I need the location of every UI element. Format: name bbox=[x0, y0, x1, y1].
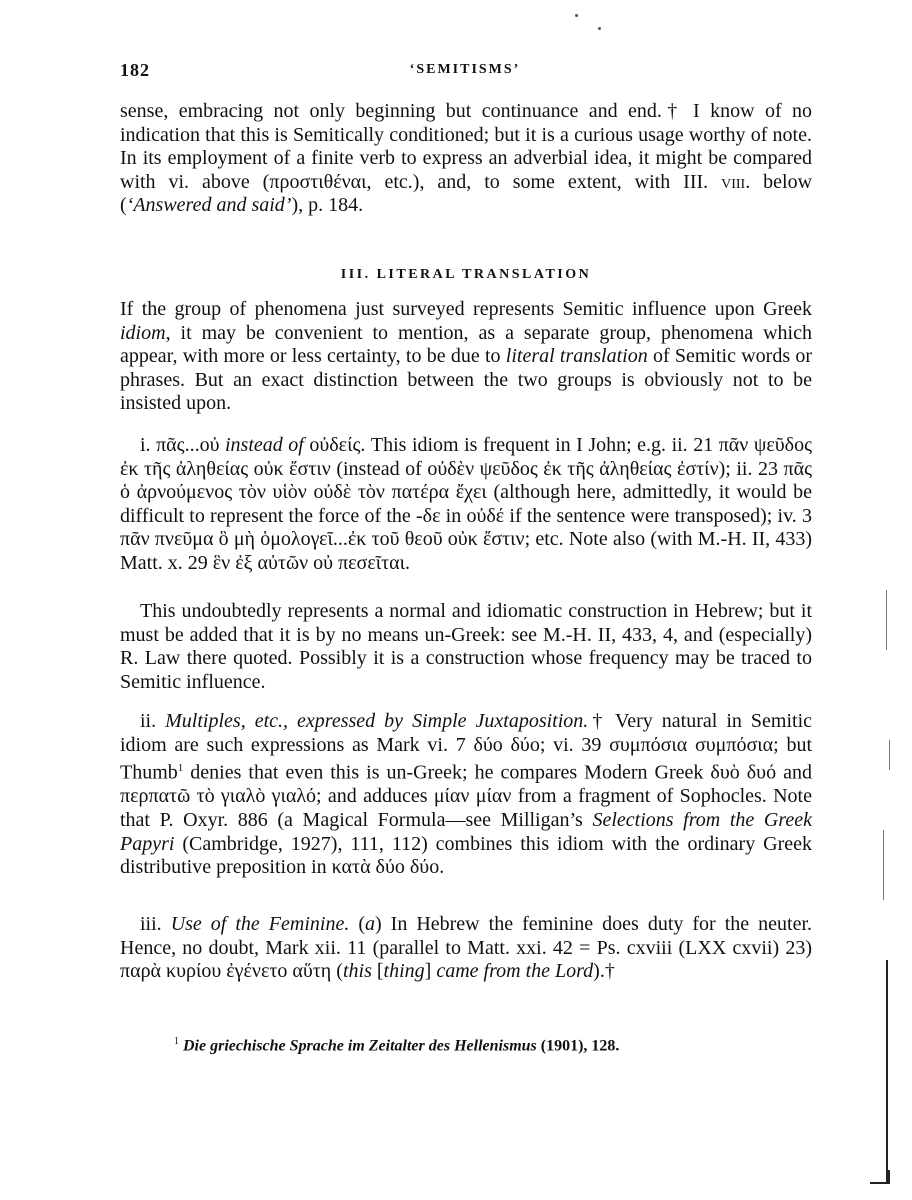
greek-text: δυὸ δυό bbox=[710, 761, 777, 784]
running-head: ‘SEMITISMS’ bbox=[409, 62, 521, 77]
greek-text: οὐδείς bbox=[309, 434, 361, 456]
item-i-followup-paragraph: This undoubtedly represents a normal and idiomatic construction in Hebrew; but it must be added that it is by no means un-Greek: see M.-H. II, 433, 4, and (especially) R. Law there quoted. Possibly it is a construction whose frequency may be traced to Semitic influence. bbox=[120, 600, 812, 693]
page-edge-line bbox=[886, 590, 887, 650]
scan-speck bbox=[575, 14, 578, 17]
footnote-reference[interactable]: 1 bbox=[177, 762, 184, 775]
item-iii-paragraph: iii. Use of the Feminine. (a) In Hebrew the feminine does duty for the neuter. Hence, no doubt, Mark xii. 11 (parallel to Matt. xxi. 42 = Ps. cxviii (LXX cxvii) 23) παρὰ κυρίου ἐγένετο αὕτη (this [thing] came from the Lord).† bbox=[120, 913, 813, 983]
greek-text: οὐδέ bbox=[466, 504, 505, 527]
roman-reference: III. viii. bbox=[683, 170, 751, 193]
item-ii-paragraph: ii. Multiples, etc., expressed by Simple Juxtaposition.† Very natural in Semitic idiom are such expressions as Mark vi. 7 δύο δύο; vi. 39 συμπόσια συμπόσια; but Thumb$^1$ denies that even this is un-Greek; he compares Modern Greek δυὸ δυό and περπατῶ τὸ γιαλὸ γιαλό; and adduces μίαν μίαν from a fragment of Sophocles. Note that P. Oxyr. 886 (a Magical Formula—see Milligan’s Selections from the Greek Papyri (Cambridge, 1927), 111, 112) combines this idiom with the ordinary Greek distributive preposition in κατὰ δύο δύο. bbox=[120, 710, 813, 879]
greek-text: κατὰ δύο δύο bbox=[331, 856, 440, 879]
greek-text: μίαν μίαν bbox=[433, 785, 512, 808]
item-title: Multiples, etc., expressed by Simple Juxtaposition. bbox=[165, 710, 589, 732]
page-edge-line bbox=[889, 740, 890, 770]
section-heading: III. LITERAL TRANSLATION bbox=[340, 267, 592, 282]
item-label: i. bbox=[140, 434, 157, 456]
greek-text: δύο δύο bbox=[473, 733, 540, 756]
page-number: 182 bbox=[120, 60, 150, 80]
footnote-title: Die griechische Sprache im Zeitalter des Hellenismus bbox=[183, 1037, 537, 1055]
footnote-mark: 1 bbox=[174, 1036, 179, 1047]
greek-text: πᾶς ὁ ἀρνούμενος τὸν υἱὸν οὐδὲ τὸν πατέρα ἔχει bbox=[120, 457, 812, 504]
greek-text: συμπόσια συμπόσια bbox=[609, 733, 774, 756]
scan-speck bbox=[598, 27, 601, 30]
greek-text: περπατῶ τὸ γιαλὸ γιαλό bbox=[120, 785, 317, 808]
page-edge-line bbox=[886, 960, 888, 1182]
continuation-paragraph: sense, embracing not only beginning but continuance and end.† I know of no indication that this is Semitically conditioned; but it is a curious usage worthy of note. In its employment of a finite verb to express an adverbial idea, it might be compared with vi. above (προστιθέναι, etc.), and, to some extent, with III. viii. below (‘Answered and said’), p. 184. bbox=[120, 100, 813, 217]
greek-text: πᾶς...οὐ bbox=[156, 434, 220, 456]
greek-text: πᾶν ψεῦδος ἐκ τῆς ἀληθείας οὐκ ἔστιν bbox=[120, 434, 812, 480]
item-label: iii. bbox=[140, 913, 171, 935]
greek-text: δε bbox=[422, 504, 441, 527]
item-i-paragraph: i. πᾶς...οὐ instead of οὐδείς. This idiom is frequent in I John; e.g. ii. 21 πᾶν ψεῦδος ἐκ τῆς ἀληθείας οὐκ ἔστιν (instead of οὐδὲν ψεῦδος ἐκ τῆς ἀληθείας ἐστίν); ii. 23 πᾶς ὁ ἀρνούμενος τὸν υἱὸν οὐδὲ τὸν πατέρα ἔχει (although here, admittedly, it would be difficult to represent the force of the -δε in οὐδέ if the sentence were transposed); iv. 3 πᾶν πνεῦμα ὃ μὴ ὁμολογεῖ...ἐκ τοῦ θεοῦ οὐκ ἔστιν; etc. Note also (with M.-H. II, 433) Matt. x. 29 ἓν ἐξ αὐτῶν οὐ πεσεῖται. bbox=[120, 434, 813, 574]
greek-text: οὐδὲν ψεῦδος ἐκ τῆς ἀληθείας ἐστίν bbox=[427, 457, 719, 480]
footnote: $^1$ Die griechische Sprache im Zeitalter des Hellenismus (1901), 128. bbox=[174, 1036, 620, 1055]
greek-text: ἓν ἐξ αὐτῶν οὐ πεσεῖται bbox=[212, 551, 406, 574]
page-edge-line bbox=[883, 830, 884, 900]
intro-paragraph: If the group of phenomena just surveyed represents Semitic influence upon Greek idiom, it may be convenient to mention, as a separate group, phenomena which appear, with more or less certainty, to be due to literal translation of Semitic words or phrases. But an exact distinction between the two groups is obviously not to be insisted upon. bbox=[120, 298, 813, 415]
greek-text: παρὰ κυρίου ἐγένετο αὕτη bbox=[120, 960, 332, 983]
item-title: Use of the Feminine. bbox=[170, 913, 350, 935]
item-label: ii. bbox=[140, 710, 166, 732]
page-header bbox=[120, 60, 810, 86]
greek-text: προστιθέναι bbox=[269, 170, 367, 193]
page-corner-mark bbox=[870, 1170, 890, 1184]
greek-text: πᾶν πνεῦμα ὃ μὴ ὁμολογεῖ...ἐκ τοῦ θεοῦ οὐκ ἔστιν bbox=[120, 528, 525, 551]
italic-quote: ‘Answered and said’ bbox=[126, 194, 292, 217]
